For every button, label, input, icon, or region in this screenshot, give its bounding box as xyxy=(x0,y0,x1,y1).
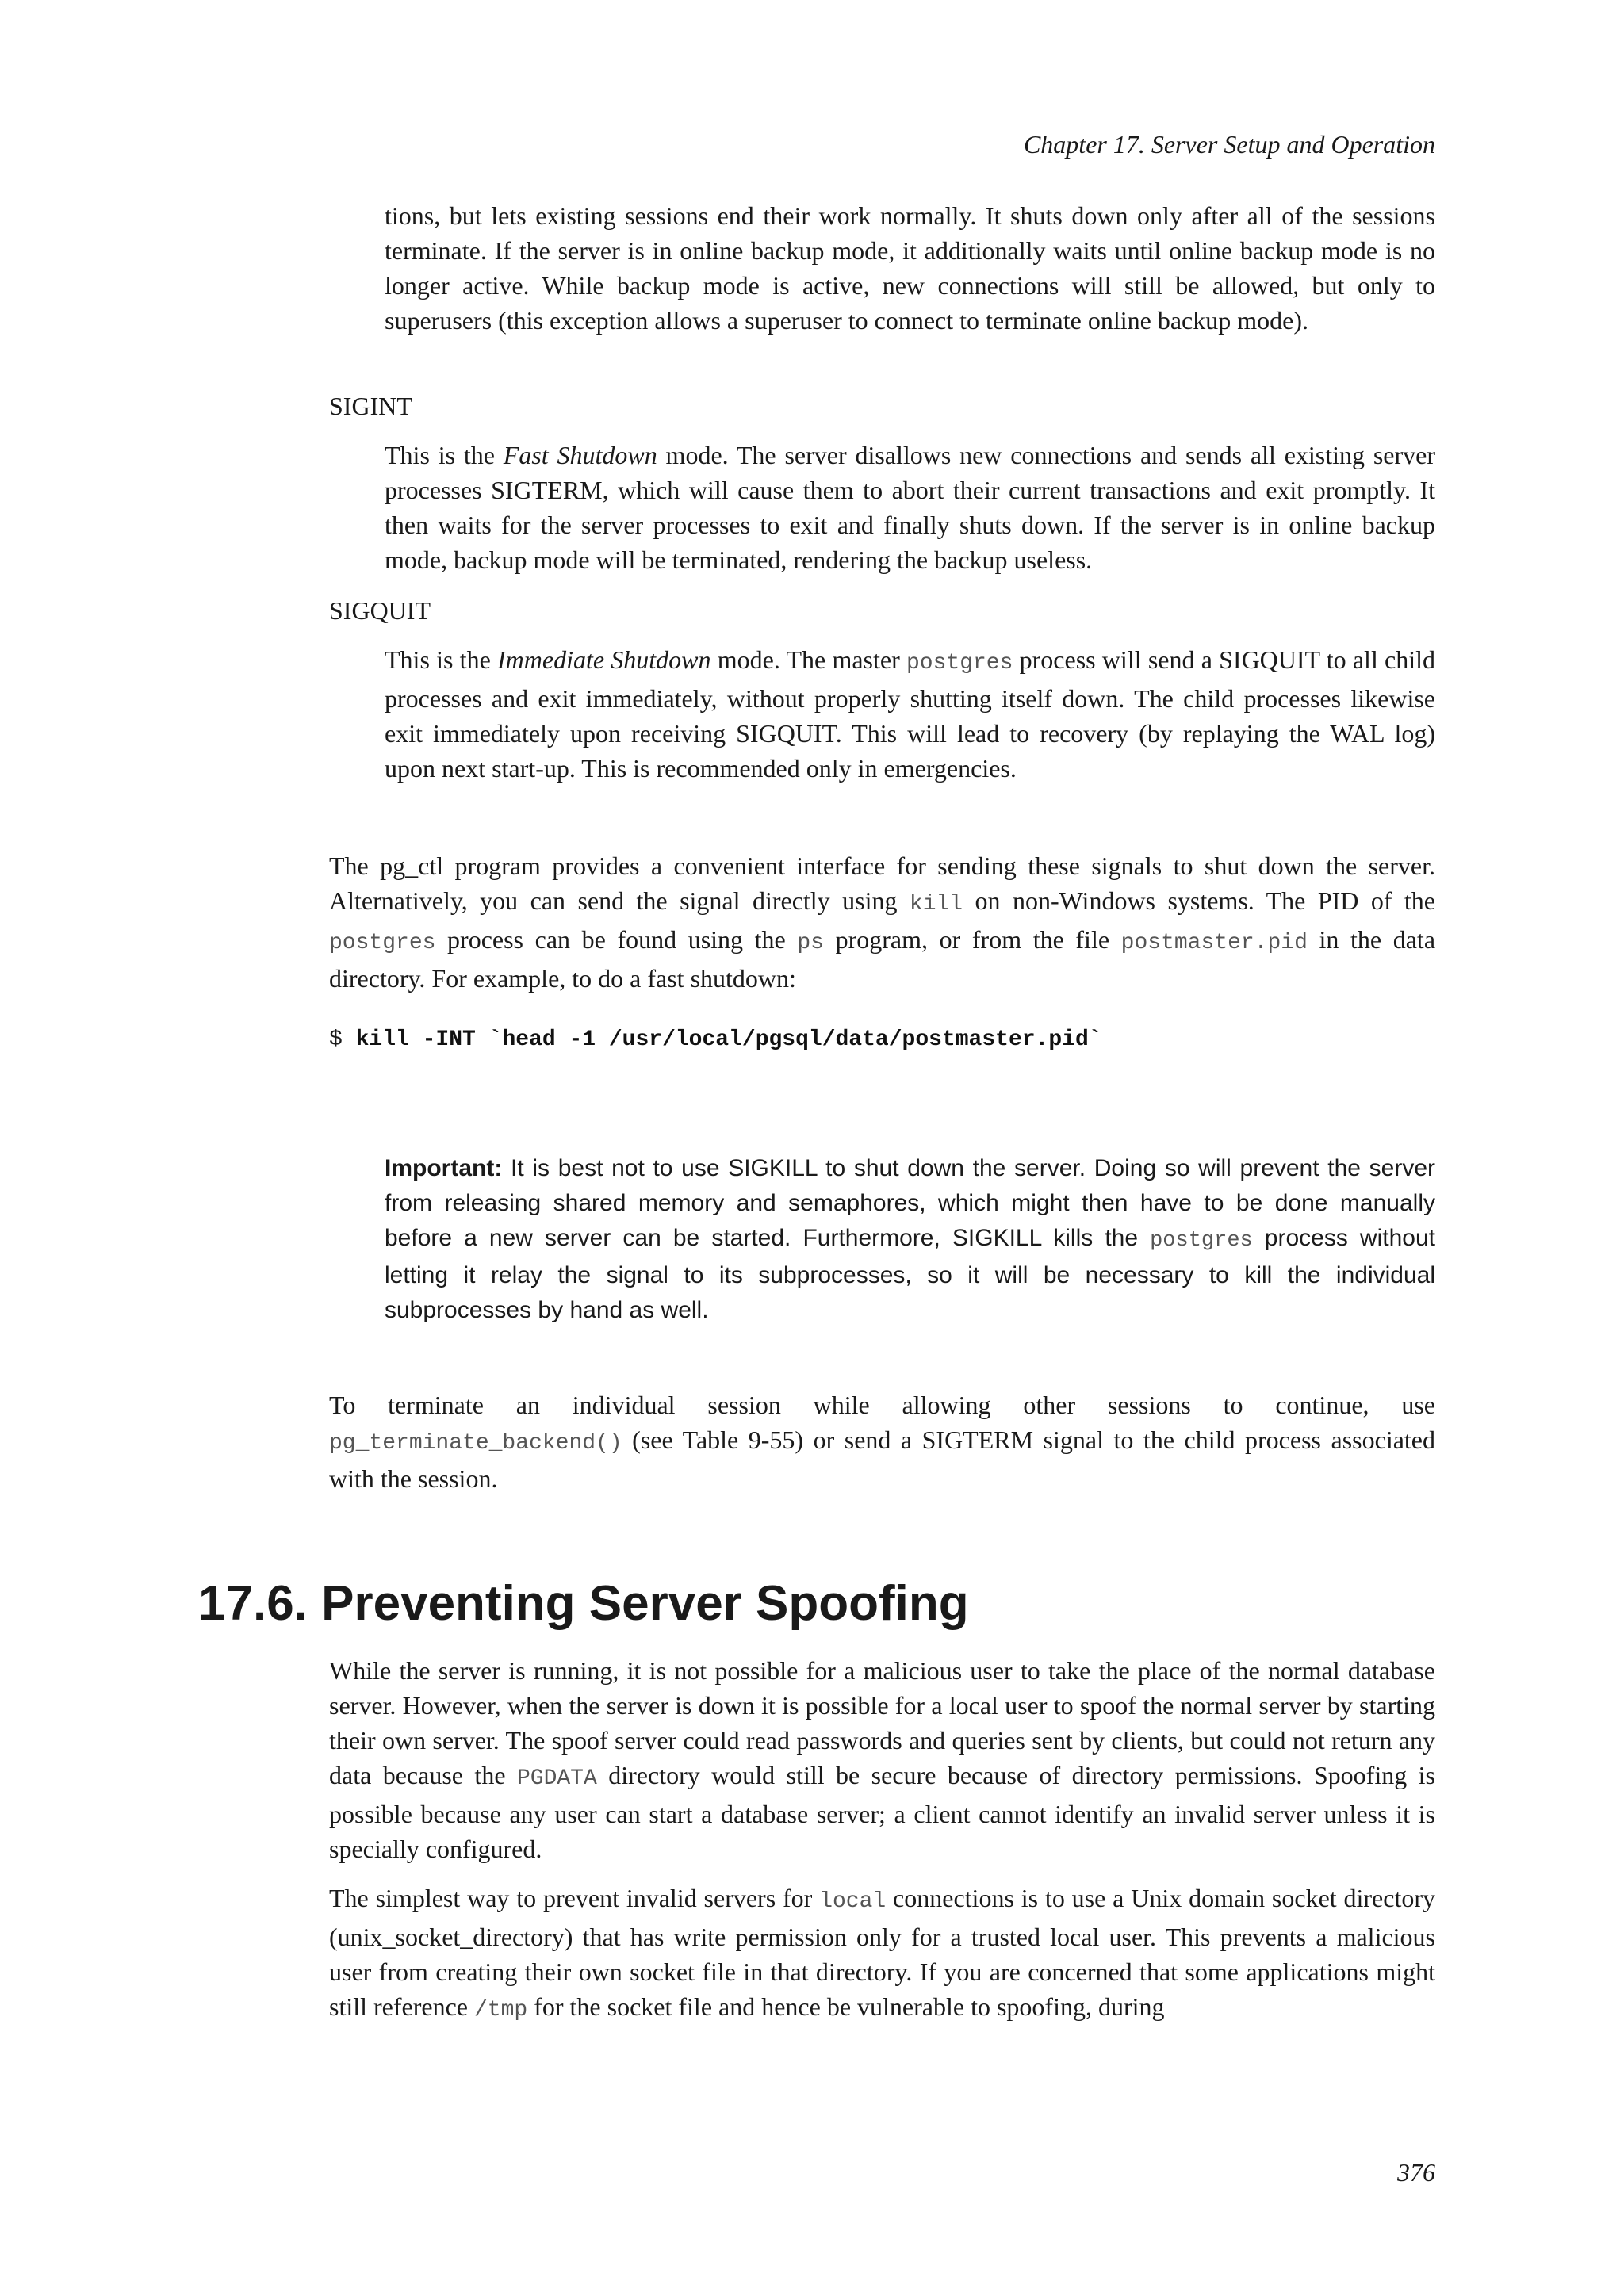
sigterm-description-continued: tions, but lets existing sessions end their work normally. It shuts down only after all of the sessions terminate. If the server is in online backup mode, it additionally waits until online backup mode is no longer active. While backup mode is active, new connections will still be allowed, but only to superusers (this exception allows a superuser to connect to terminate online backup mode). xyxy=(385,201,1435,335)
immediate-shutdown-emphasis: Immediate Shutdown xyxy=(497,645,711,674)
pg-ctl-paragraph: The pg_ctl program provides a convenient interface for sending these signals to shut down the server. Alternatively, you can send the signal directly using kill on non-Windows systems. The PID of the postgres process can be found using the ps program, or from the file postmaster.pid in the data directory. For example, to do a fast shutdown: xyxy=(329,851,1436,993)
shell-command-example xyxy=(329,1023,1102,1058)
sigquit-description: This is the Immediate Shutdown mode. The master postgres process will send a SIGQUIT to all child processes and exit immediately, without properly shutting itself down. The child processes likewise exit immediately upon receiving SIGQUIT. This will lead to recovery (by replaying the WAL log) upon next start-up. This is recommended only in emergencies. xyxy=(385,645,1436,783)
spoofing-paragraph-1: While the server is running, it is not possible for a malicious user to take the place of the normal database server. However, when the server is down it is possible for a local user to spoof the normal server by starting their own server. The spoof server could read passwords and queries sent by clients, but could not return any data because the PGDATA directory would still be secure because of directory permissions. Spoofing is possible because any user can start a database server; a client cannot identify an invalid server unless it is specially configured. xyxy=(329,1656,1436,1863)
spoofing-paragraph-2: The simplest way to prevent invalid servers for local connections is to use a Unix domain socket directory (unix_socket_directory) that has write permission only for a trusted local user. This prevents a malicious user from creating their own socket file in that directory. If you are concerned that some applications might still reference /tmp for the socket file and hence be vulnerable to spoofing, during xyxy=(329,1884,1436,2022)
inline-code-ps: ps xyxy=(797,931,824,955)
shell-prompt: $ xyxy=(329,1027,356,1052)
page-number: 376 xyxy=(1397,2158,1435,2187)
terminate-session-paragraph: To terminate an individual session while allowing other sessions to continue, use pg_terminate_backend() (see Table 9-55) or send a SIGTERM signal to the child process associated with the session. xyxy=(329,1391,1435,1493)
important-label: Important: xyxy=(385,1155,503,1181)
fast-shutdown-emphasis: Fast Shutdown xyxy=(503,441,657,469)
inline-code-pg-terminate-backend: pg_terminate_backend() xyxy=(329,1431,622,1456)
inline-code-postmaster-pid: postmaster.pid xyxy=(1120,931,1308,955)
running-header: Chapter 17. Server Setup and Operation xyxy=(1023,130,1435,159)
section-heading: 17.6. Preventing Server Spoofing xyxy=(198,1576,969,1631)
inline-code-kill: kill xyxy=(909,892,963,916)
sigint-description: This is the Fast Shutdown mode. The server disallows new connections and sends all existing server processes SIGTERM, which will cause them to abort their current transactions and exit promptly. It then waits for the server processes to exit and finally shuts down. If the server is in online backup mode, backup mode will be terminated, rendering the backup useless. xyxy=(385,441,1436,574)
inline-code-postgres: postgres xyxy=(906,651,1013,675)
inline-code-local: local xyxy=(819,1889,887,1914)
inline-code-pgdata: PGDATA xyxy=(516,1766,597,1791)
inline-code-tmp: /tmp xyxy=(474,1998,528,2022)
inline-code-postgres: postgres xyxy=(329,931,436,955)
important-note: Important: It is best not to use SIGKILL to shut down the server. Doing so will prevent the server from releasing shared memory and semaphores, which might then have to be done manually before a new server can be started. Furthermore, SIGKILL kills the postgres process without letting it relay the signal to its subprocesses, so it will be necessary to kill the individual subprocesses by hand as well. xyxy=(385,1155,1435,1323)
shell-command-text: kill -INT `head -1 /usr/local/pgsql/data/postmaster.pid` xyxy=(355,1027,1102,1052)
term-sigquit: SIGQUIT xyxy=(329,596,431,625)
inline-code-postgres: postgres xyxy=(1150,1229,1253,1253)
term-sigint: SIGINT xyxy=(329,392,412,420)
